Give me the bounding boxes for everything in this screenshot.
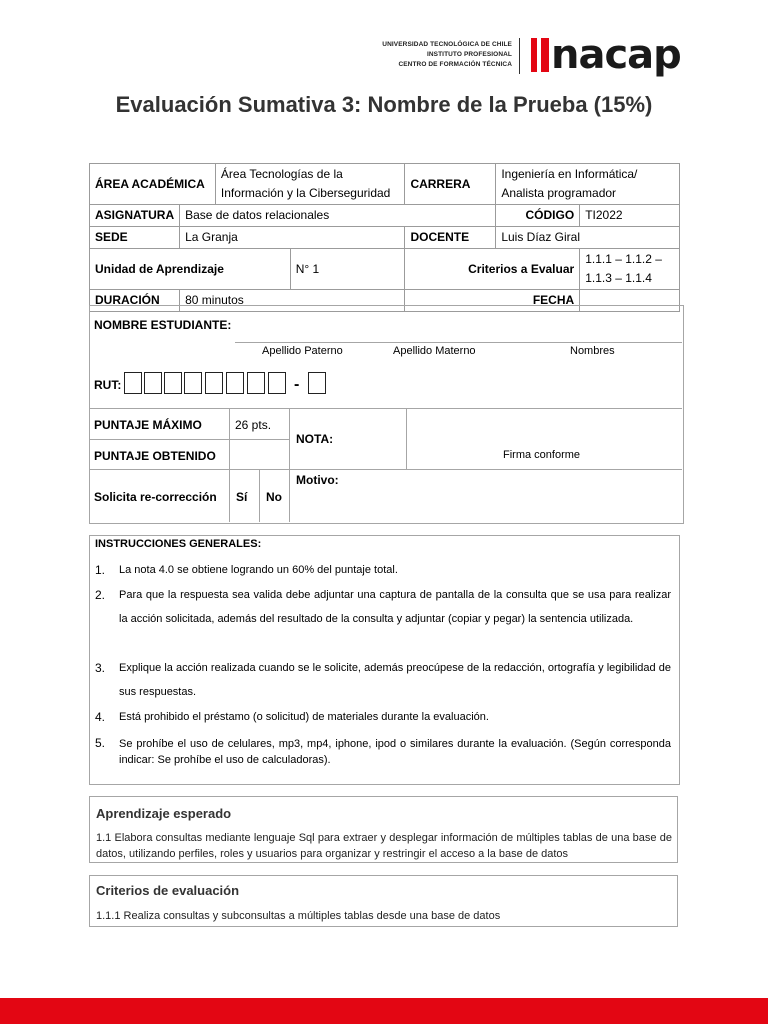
firma-conforme-label: Firma conforme: [503, 449, 581, 461]
rut-digit-8[interactable]: [268, 372, 286, 394]
si-option[interactable]: Sí: [236, 490, 248, 504]
asignatura-label: ASIGNATURA: [90, 205, 180, 227]
rut-digit-1[interactable]: [124, 372, 142, 394]
institution-line-2: INSTITUTO PROFESIONAL: [426, 51, 512, 58]
score-mid-line: [89, 439, 289, 440]
footer-bar: [0, 998, 768, 1024]
rut-digit-6[interactable]: [226, 372, 244, 394]
score-vline-3: [406, 408, 407, 469]
codigo-label: CÓDIGO: [496, 205, 580, 227]
logo-divider: [519, 38, 520, 74]
duracion-label: DURACIÓN: [90, 290, 180, 312]
unidad-label: Unidad de Aprendizaje: [90, 249, 291, 290]
logo-text: nacap: [551, 32, 681, 78]
sede-value: La Granja: [180, 227, 405, 249]
puntaje-max-value: 26 pts.: [235, 418, 272, 432]
instruction-text: Se prohíbe el uso de celulares, mp3, mp4, iphone, ipod o similares durante la evaluación. (Según corresponda indicar: Se prohíbe el uso de calculadoras).: [119, 738, 671, 766]
info-table: [89, 163, 680, 312]
puntaje-max-label: PUNTAJE MÁXIMO: [94, 418, 202, 432]
aprendizaje-title: Aprendizaje esperado: [96, 806, 232, 821]
instructions-title: INSTRUCCIONES GENERALES:: [95, 538, 262, 550]
asignatura-value: Base de datos relacionales: [180, 205, 496, 227]
aprendizaje-text: 1.1 Elabora consultas mediante lenguaje Sql para extraer y desplegar información de múltiples tablas de una base de datos, utilizando perfiles, roles y usuarios para organizar y restringir el acceso a la base de datos: [96, 832, 672, 860]
motivo-label: Motivo:: [296, 473, 339, 487]
score-top-line: [89, 408, 682, 409]
sede-label: SEDE: [90, 227, 180, 249]
instruction-number: 2.: [95, 588, 106, 602]
no-option[interactable]: No: [266, 490, 282, 504]
apellido-materno-label: Apellido Materno: [393, 345, 476, 357]
logo-mark-icon: [531, 38, 549, 72]
institution-line-1: UNIVERSIDAD TECNOLÓGICA DE CHILE: [382, 41, 512, 48]
instruction-text: La nota 4.0 se obtiene logrando un 60% del puntaje total.: [119, 564, 398, 576]
area-value: Área Tecnologías de la Información y la Ciberseguridad: [215, 164, 405, 205]
puntaje-obtenido-label: PUNTAJE OBTENIDO: [94, 449, 216, 463]
docente-value: Luis Díaz Giral: [496, 227, 680, 249]
criterios-value: 1.1.1 – 1.1.2 – 1.1.3 – 1.1.4: [580, 249, 680, 290]
criterios-title: Criterios de evaluación: [96, 883, 240, 898]
instruction-number: 5.: [95, 736, 106, 750]
codigo-value: TI2022: [580, 205, 680, 227]
name-line: [235, 342, 682, 343]
rut-digit-5[interactable]: [205, 372, 223, 394]
instruction-text: Para que la respuesta sea valida debe adjuntar una captura de pantalla de la consulta que se usa para realizar la acción solicitada, además del resultado de la consulta y adjuntar (copiar y pegar) la sentencia utilizada.: [119, 589, 671, 625]
instruction-number: 3.: [95, 661, 106, 675]
instruction-number: 4.: [95, 710, 106, 724]
rut-label: RUT:: [94, 378, 122, 392]
apellido-paterno-label: Apellido Paterno: [262, 345, 343, 357]
recorreccion-label: Solicita re-corrección: [94, 490, 217, 504]
duracion-value: 80 minutos: [180, 290, 405, 312]
instruction-text: Está prohibido el préstamo (o solicitud) de materiales durante la evaluación.: [119, 711, 489, 723]
score-vline-1: [229, 408, 230, 522]
criterios-label: Criterios a Evaluar: [405, 249, 580, 290]
rut-digit-4[interactable]: [184, 372, 202, 394]
score-vline-4: [259, 469, 260, 522]
page-title: Evaluación Sumativa 3: Nombre de la Prueba (15%): [115, 92, 653, 117]
institution-text: [382, 40, 512, 70]
rut-digit-3[interactable]: [164, 372, 182, 394]
rut-dash: -: [294, 376, 300, 393]
rut-verifier[interactable]: [308, 372, 326, 394]
nota-label: NOTA:: [296, 432, 334, 446]
score-vline-2: [289, 408, 290, 522]
fecha-label: FECHA: [405, 290, 580, 312]
unidad-value: N° 1: [290, 249, 405, 290]
nombres-label: Nombres: [570, 345, 615, 357]
criterios-text: 1.1.1 Realiza consultas y subconsultas a múltiples tablas desde una base de datos: [96, 910, 501, 922]
instruction-number: 1.: [95, 563, 106, 577]
score-row3-line: [89, 469, 682, 470]
rut-digit-2[interactable]: [144, 372, 162, 394]
institution-line-3: CENTRO DE FORMACIÓN TÉCNICA: [398, 61, 512, 68]
docente-label: DOCENTE: [405, 227, 496, 249]
area-label: ÁREA ACADÉMICA: [90, 164, 216, 205]
carrera-value: Ingeniería en Informática/ Analista programador: [496, 164, 680, 205]
instruction-text: Explique la acción realizada cuando se le solicite, además preocúpese de la redacción, ortografía y legibilidad de sus respuestas.: [119, 662, 671, 698]
nombre-estudiante-label: NOMBRE ESTUDIANTE:: [94, 318, 232, 332]
carrera-label: CARRERA: [405, 164, 496, 205]
rut-digit-7[interactable]: [247, 372, 265, 394]
